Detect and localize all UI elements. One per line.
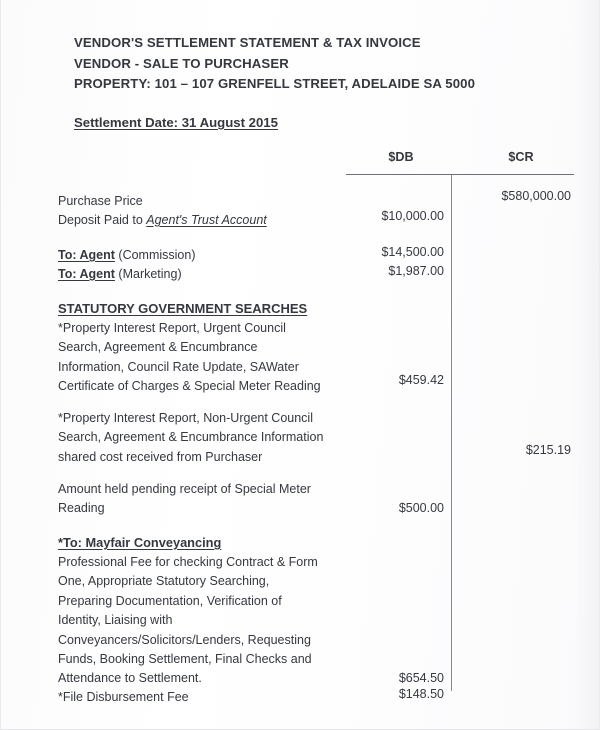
row-agent-marketing-debit: $1,987.00 xyxy=(388,264,444,278)
settlement-date: Settlement Date: 31 August 2015 xyxy=(74,115,278,130)
row-statutory-non-urgent-lines xyxy=(58,409,438,467)
row-statutory-urgent-line-4: Certificate of Charges & Special Meter Reading xyxy=(58,379,321,394)
row-mayfair-detail-line-2: One, Appropriate Statutory Searching, xyxy=(58,574,270,589)
row-agent-commission-debit: $14,500.00 xyxy=(381,245,444,259)
row-agent-commission-suffix: (Commission) xyxy=(114,248,196,262)
row-statutory-urgent-line-3: Information, Council Rate Update, SAWater xyxy=(58,359,299,374)
row-mayfair-detail-line-5: Conveyancers/Solicitors/Lenders, Requesting xyxy=(58,632,311,647)
row-deposit-prefix: Deposit Paid to xyxy=(58,213,147,227)
section-heading-statutory-searches: STATUTORY GOVERNMENT SEARCHES xyxy=(58,301,308,316)
row-special-meter-hold-debit: $500.00 xyxy=(398,501,444,515)
row-special-meter-hold-line-1: Amount held pending receipt of Special Meter xyxy=(58,482,311,496)
row-mayfair-detail-line-4: Identity, Liaising with xyxy=(58,613,173,628)
document-sheet xyxy=(1,0,600,730)
row-agent-commission-prefix: To: Agent xyxy=(58,248,115,262)
document-title-line-1: VENDOR'S SETTLEMENT STATEMENT & TAX INVOICE xyxy=(74,35,421,50)
column-header-debit: $DB xyxy=(388,150,414,164)
row-mayfair-detail-line-3: Preparing Documentation, Verification of xyxy=(58,593,282,608)
row-special-meter-hold-line-2: Reading xyxy=(58,501,105,516)
row-deposit-emphasis: Agent's Trust Account xyxy=(146,213,267,227)
row-statutory-urgent-line-2: Search, Agreement & Encumbrance xyxy=(58,340,258,355)
row-statutory-non-urgent-credit: $215.19 xyxy=(525,443,571,457)
row-statutory-urgent-line-1: *Property Interest Report, Urgent Council xyxy=(58,321,286,335)
column-header-rule xyxy=(346,174,574,175)
column-header-credit: $CR xyxy=(508,150,534,164)
row-purchase-price-credit: $580,000.00 xyxy=(501,189,571,203)
row-deposit-debit: $10,000.00 xyxy=(381,209,444,223)
column-vertical-divider xyxy=(451,175,452,691)
row-purchase-price-label: Purchase Price xyxy=(58,194,143,208)
section-heading-mayfair-conveyancing: *To: Mayfair Conveyancing xyxy=(58,535,222,550)
document-title-line-2: VENDOR - SALE TO PURCHASER xyxy=(74,55,289,71)
row-agent-marketing-prefix: To: Agent xyxy=(58,267,115,281)
row-statutory-non-urgent-line-2: Search, Agreement & Encumbrance Information xyxy=(58,430,324,445)
row-statutory-non-urgent-line-1: *Property Interest Report, Non-Urgent Council xyxy=(58,411,313,425)
row-file-disbursement-debit: $148.50 xyxy=(398,687,444,701)
document-header xyxy=(74,33,544,95)
row-agent-marketing-suffix: (Marketing) xyxy=(114,267,182,281)
row-mayfair-detail-debit: $654.50 xyxy=(398,671,444,685)
row-mayfair-detail-line-6: Funds, Booking Settlement, Final Checks and xyxy=(58,652,312,667)
row-statutory-urgent-debit: $459.42 xyxy=(398,373,444,387)
row-mayfair-detail-line-7: Attendance to Settlement. xyxy=(58,671,202,686)
document-title-line-3: PROPERTY: 101 – 107 GRENFELL STREET, ADELAIDE SA 5000 xyxy=(74,76,476,91)
row-mayfair-detail-line-1: Professional Fee for checking Contract & Form xyxy=(58,555,318,569)
row-file-disbursement-label: *File Disbursement Fee xyxy=(58,690,189,704)
row-statutory-non-urgent-line-3: shared cost received from Purchaser xyxy=(58,449,263,464)
